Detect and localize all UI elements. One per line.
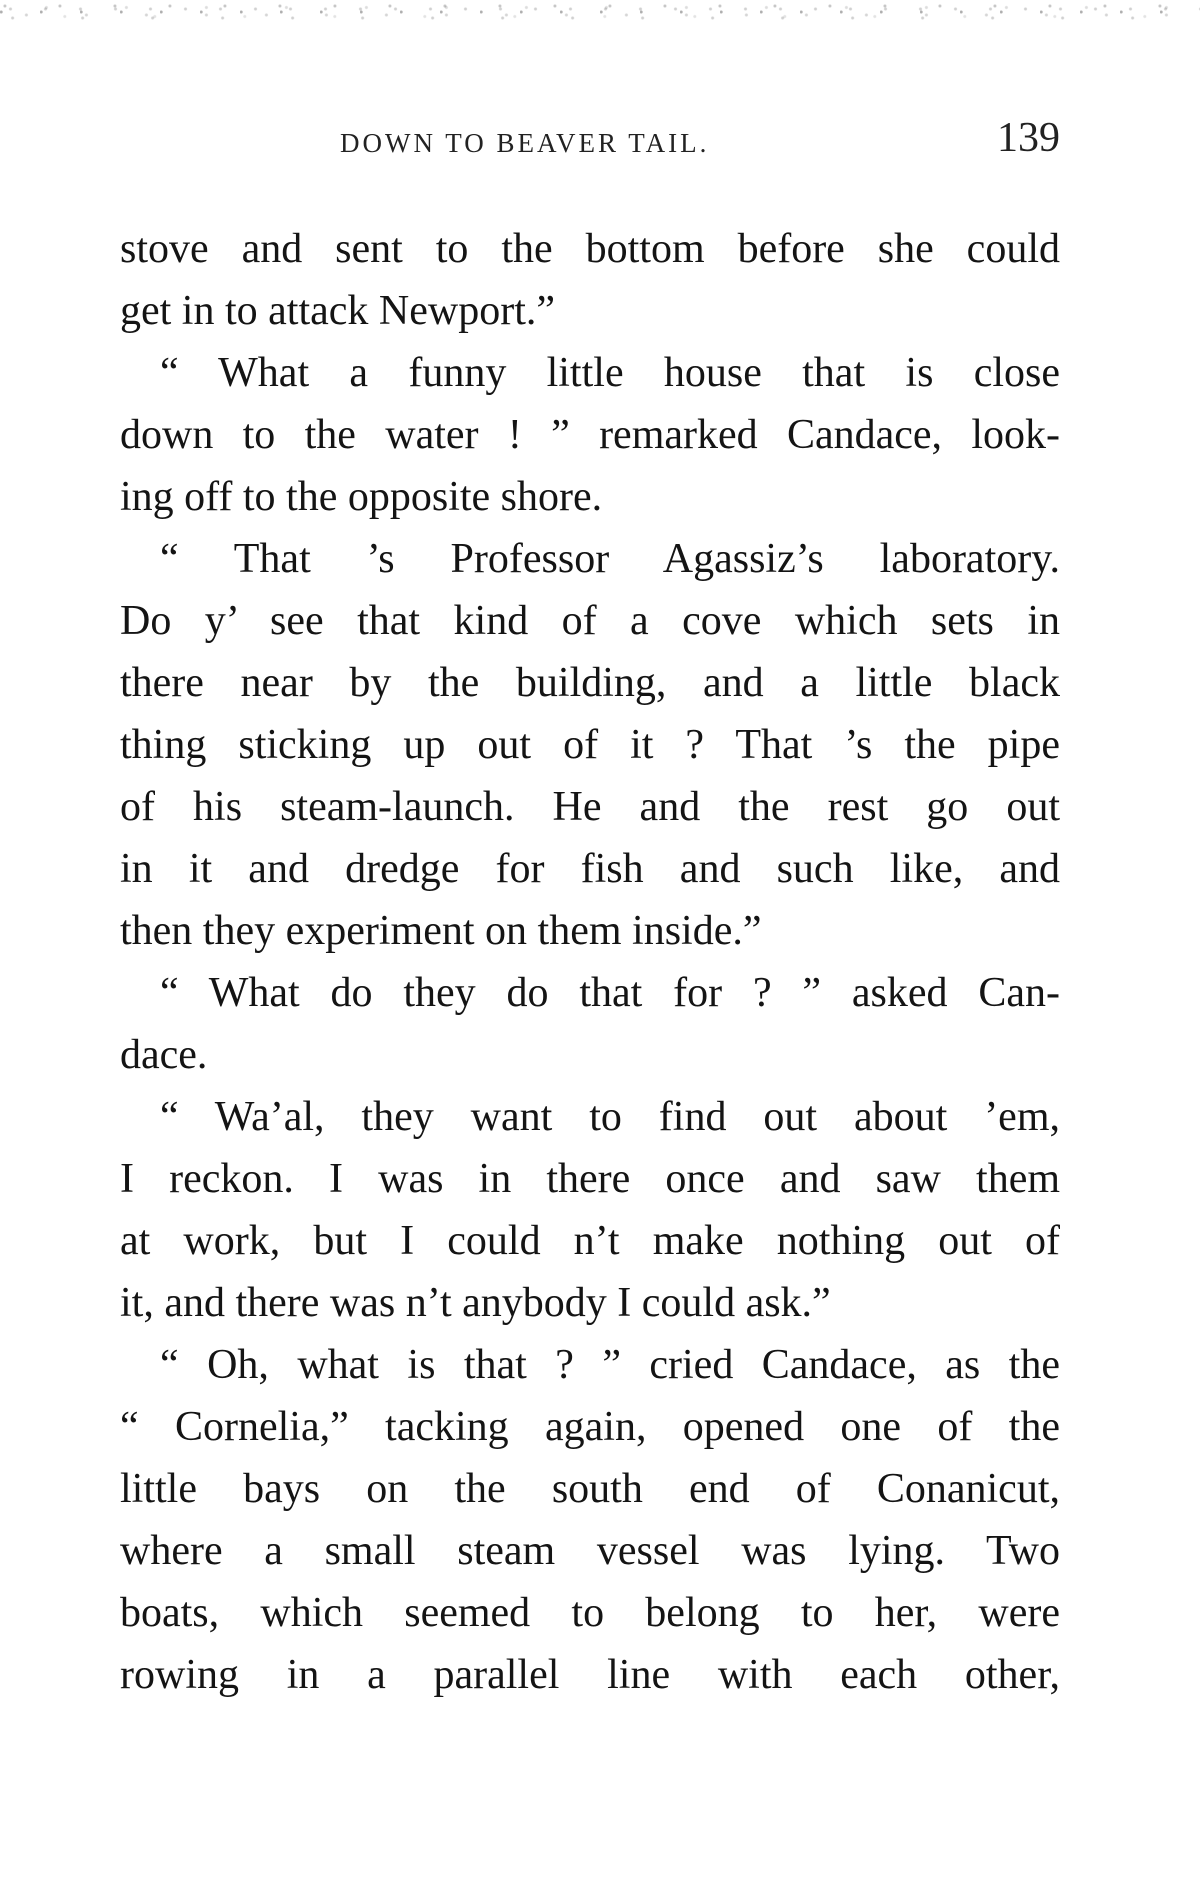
text-line: in it and dredge for fish and such like, and (120, 846, 1060, 892)
top-edge-speckle (0, 0, 1200, 30)
text-line: at work, but I could n’t make nothing out of (120, 1218, 1060, 1264)
text-line: dace. (120, 1032, 208, 1078)
text-line: “ Oh, what is that ? ” cried Candace, as the (160, 1342, 1060, 1388)
text-line: Do y’ see that kind of a cove which sets in (120, 598, 1060, 644)
text-line: boats, which seemed to belong to her, were (120, 1590, 1060, 1636)
text-line: “ What do they do that for ? ” asked Can- (160, 970, 1060, 1016)
text-line: thing sticking up out of it ? That ’s the pipe (120, 722, 1060, 768)
text-line: little bays on the south end of Conanicut, (120, 1466, 1060, 1512)
text-line: “ Wa’al, they want to find out about ’em, (160, 1094, 1060, 1140)
running-head: DOWN TO BEAVER TAIL. (340, 128, 710, 158)
text-line: rowing in a parallel line with each other, (120, 1652, 1060, 1698)
text-line: there near by the building, and a little black (120, 660, 1060, 706)
text-line: “ What a funny little house that is close (160, 350, 1060, 396)
text-line: where a small steam vessel was lying. Two (120, 1528, 1060, 1574)
text-line: “ Cornelia,” tacking again, opened one of the (120, 1404, 1060, 1450)
page-number: 139 (997, 115, 1060, 161)
text-line: of his steam-launch. He and the rest go out (120, 784, 1060, 830)
text-line: “ That ’s Professor Agassiz’s laboratory. (160, 536, 1060, 582)
text-line: down to the water ! ” remarked Candace, look- (120, 412, 1060, 458)
text-line: I reckon. I was in there once and saw them (120, 1156, 1060, 1202)
text-line: ing off to the opposite shore. (120, 474, 603, 520)
text-line: then they experiment on them inside.” (120, 908, 762, 954)
text-line: get in to attack Newport.” (120, 288, 556, 334)
body-text (120, 218, 1060, 1706)
text-line: it, and there was n’t anybody I could ask.” (120, 1280, 831, 1326)
text-line: stove and sent to the bottom before she could (120, 226, 1060, 272)
